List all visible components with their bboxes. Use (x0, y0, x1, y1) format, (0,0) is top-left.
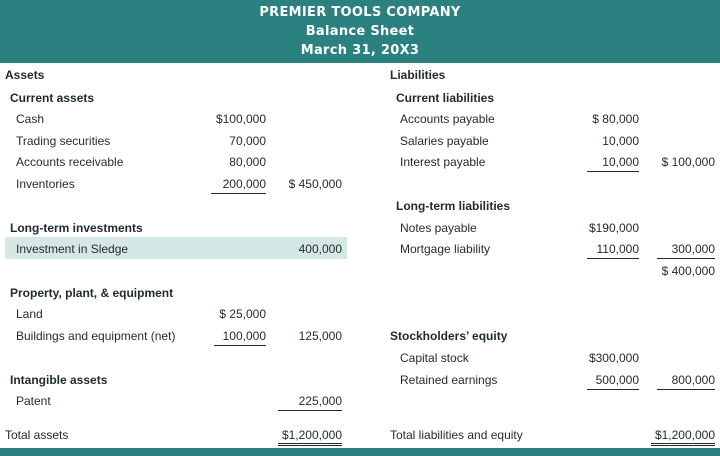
row-label-notes-payable: Notes payable (400, 221, 477, 235)
row-label-investment-in-sledge: Investment in Sledge (16, 242, 129, 256)
row-amount-notes-payable: $190,000 (588, 221, 639, 235)
row-label-accounts-receivable: Accounts receivable (16, 155, 124, 169)
long-term-investments-heading: Long-term investments (10, 221, 143, 235)
ppe-total: 125,000 (298, 329, 342, 343)
intangible-assets-heading: Intangible assets (10, 373, 108, 387)
row-label-accounts-payable: Accounts payable (400, 112, 495, 126)
long-term-liabilities-heading: Long-term liabilities (396, 199, 511, 213)
row-total-investment-in-sledge: 400,000 (298, 242, 342, 256)
current-liabilities-total: $ 100,000 (661, 155, 715, 169)
row-label-cash: Cash (16, 112, 45, 126)
bottom-bar (0, 448, 720, 456)
row-label-buildings-equipment: Buildings and equipment (net) (16, 329, 176, 343)
row-label-mortgage-liability: Mortgage liability (400, 242, 491, 256)
current-assets-total: $ 450,000 (288, 177, 342, 191)
current-liabilities-heading: Current liabilities (396, 91, 495, 105)
row-amount-land: $ 25,000 (219, 307, 266, 321)
row-label-interest-payable: Interest payable (400, 155, 486, 169)
row-label-land: Land (16, 307, 43, 321)
total-liabilities-value: $ 400,000 (661, 264, 715, 278)
row-amount-inventories: 200,000 (211, 176, 266, 194)
row-label-patent: Patent (16, 394, 51, 408)
row-amount-salaries-payable: 10,000 (602, 134, 639, 148)
row-amount-cash: $100,000 (215, 112, 266, 126)
row-amount-accounts-payable: $ 80,000 (592, 112, 639, 126)
row-amount-trading-securities: 70,000 (229, 134, 266, 148)
total-assets-label: Total assets (5, 428, 69, 442)
row-label-retained-earnings: Retained earnings (400, 373, 498, 387)
row-amount-capital-stock: $300,000 (588, 351, 639, 365)
statement-header (0, 0, 720, 63)
row-amount-buildings-equipment: 100,000 (214, 328, 266, 346)
statement-date: March 31, 20X3 (300, 43, 420, 58)
equity-total: 800,000 (657, 372, 715, 390)
total-assets-value: $1,200,000 (278, 427, 342, 446)
row-amount-mortgage-liability: 110,000 (587, 241, 639, 259)
statement-title: Balance Sheet (305, 24, 415, 39)
row-label-capital-stock: Capital stock (400, 351, 469, 365)
row-label-inventories: Inventories (16, 177, 75, 191)
row-total-patent: 225,000 (278, 393, 342, 411)
equity-heading: Stockholders’ equity (390, 329, 508, 343)
row-amount-accounts-receivable: 80,000 (229, 155, 266, 169)
current-assets-heading: Current assets (10, 91, 95, 105)
company-name: PREMIER TOOLS COMPANY (259, 5, 461, 20)
row-label-salaries-payable: Salaries payable (400, 134, 489, 148)
total-liabilities-equity-value: $1,200,000 (651, 427, 715, 446)
row-label-trading-securities: Trading securities (16, 134, 111, 148)
row-amount-interest-payable: 10,000 (587, 154, 639, 172)
liabilities-heading: Liabilities (390, 68, 446, 82)
total-liabilities-equity-label: Total liabilities and equity (390, 428, 523, 442)
row-amount-retained-earnings: 500,000 (587, 372, 639, 390)
ppe-heading: Property, plant, & equipment (10, 286, 174, 300)
assets-heading: Assets (5, 68, 45, 82)
long-term-liabilities-total: 300,000 (657, 241, 715, 259)
